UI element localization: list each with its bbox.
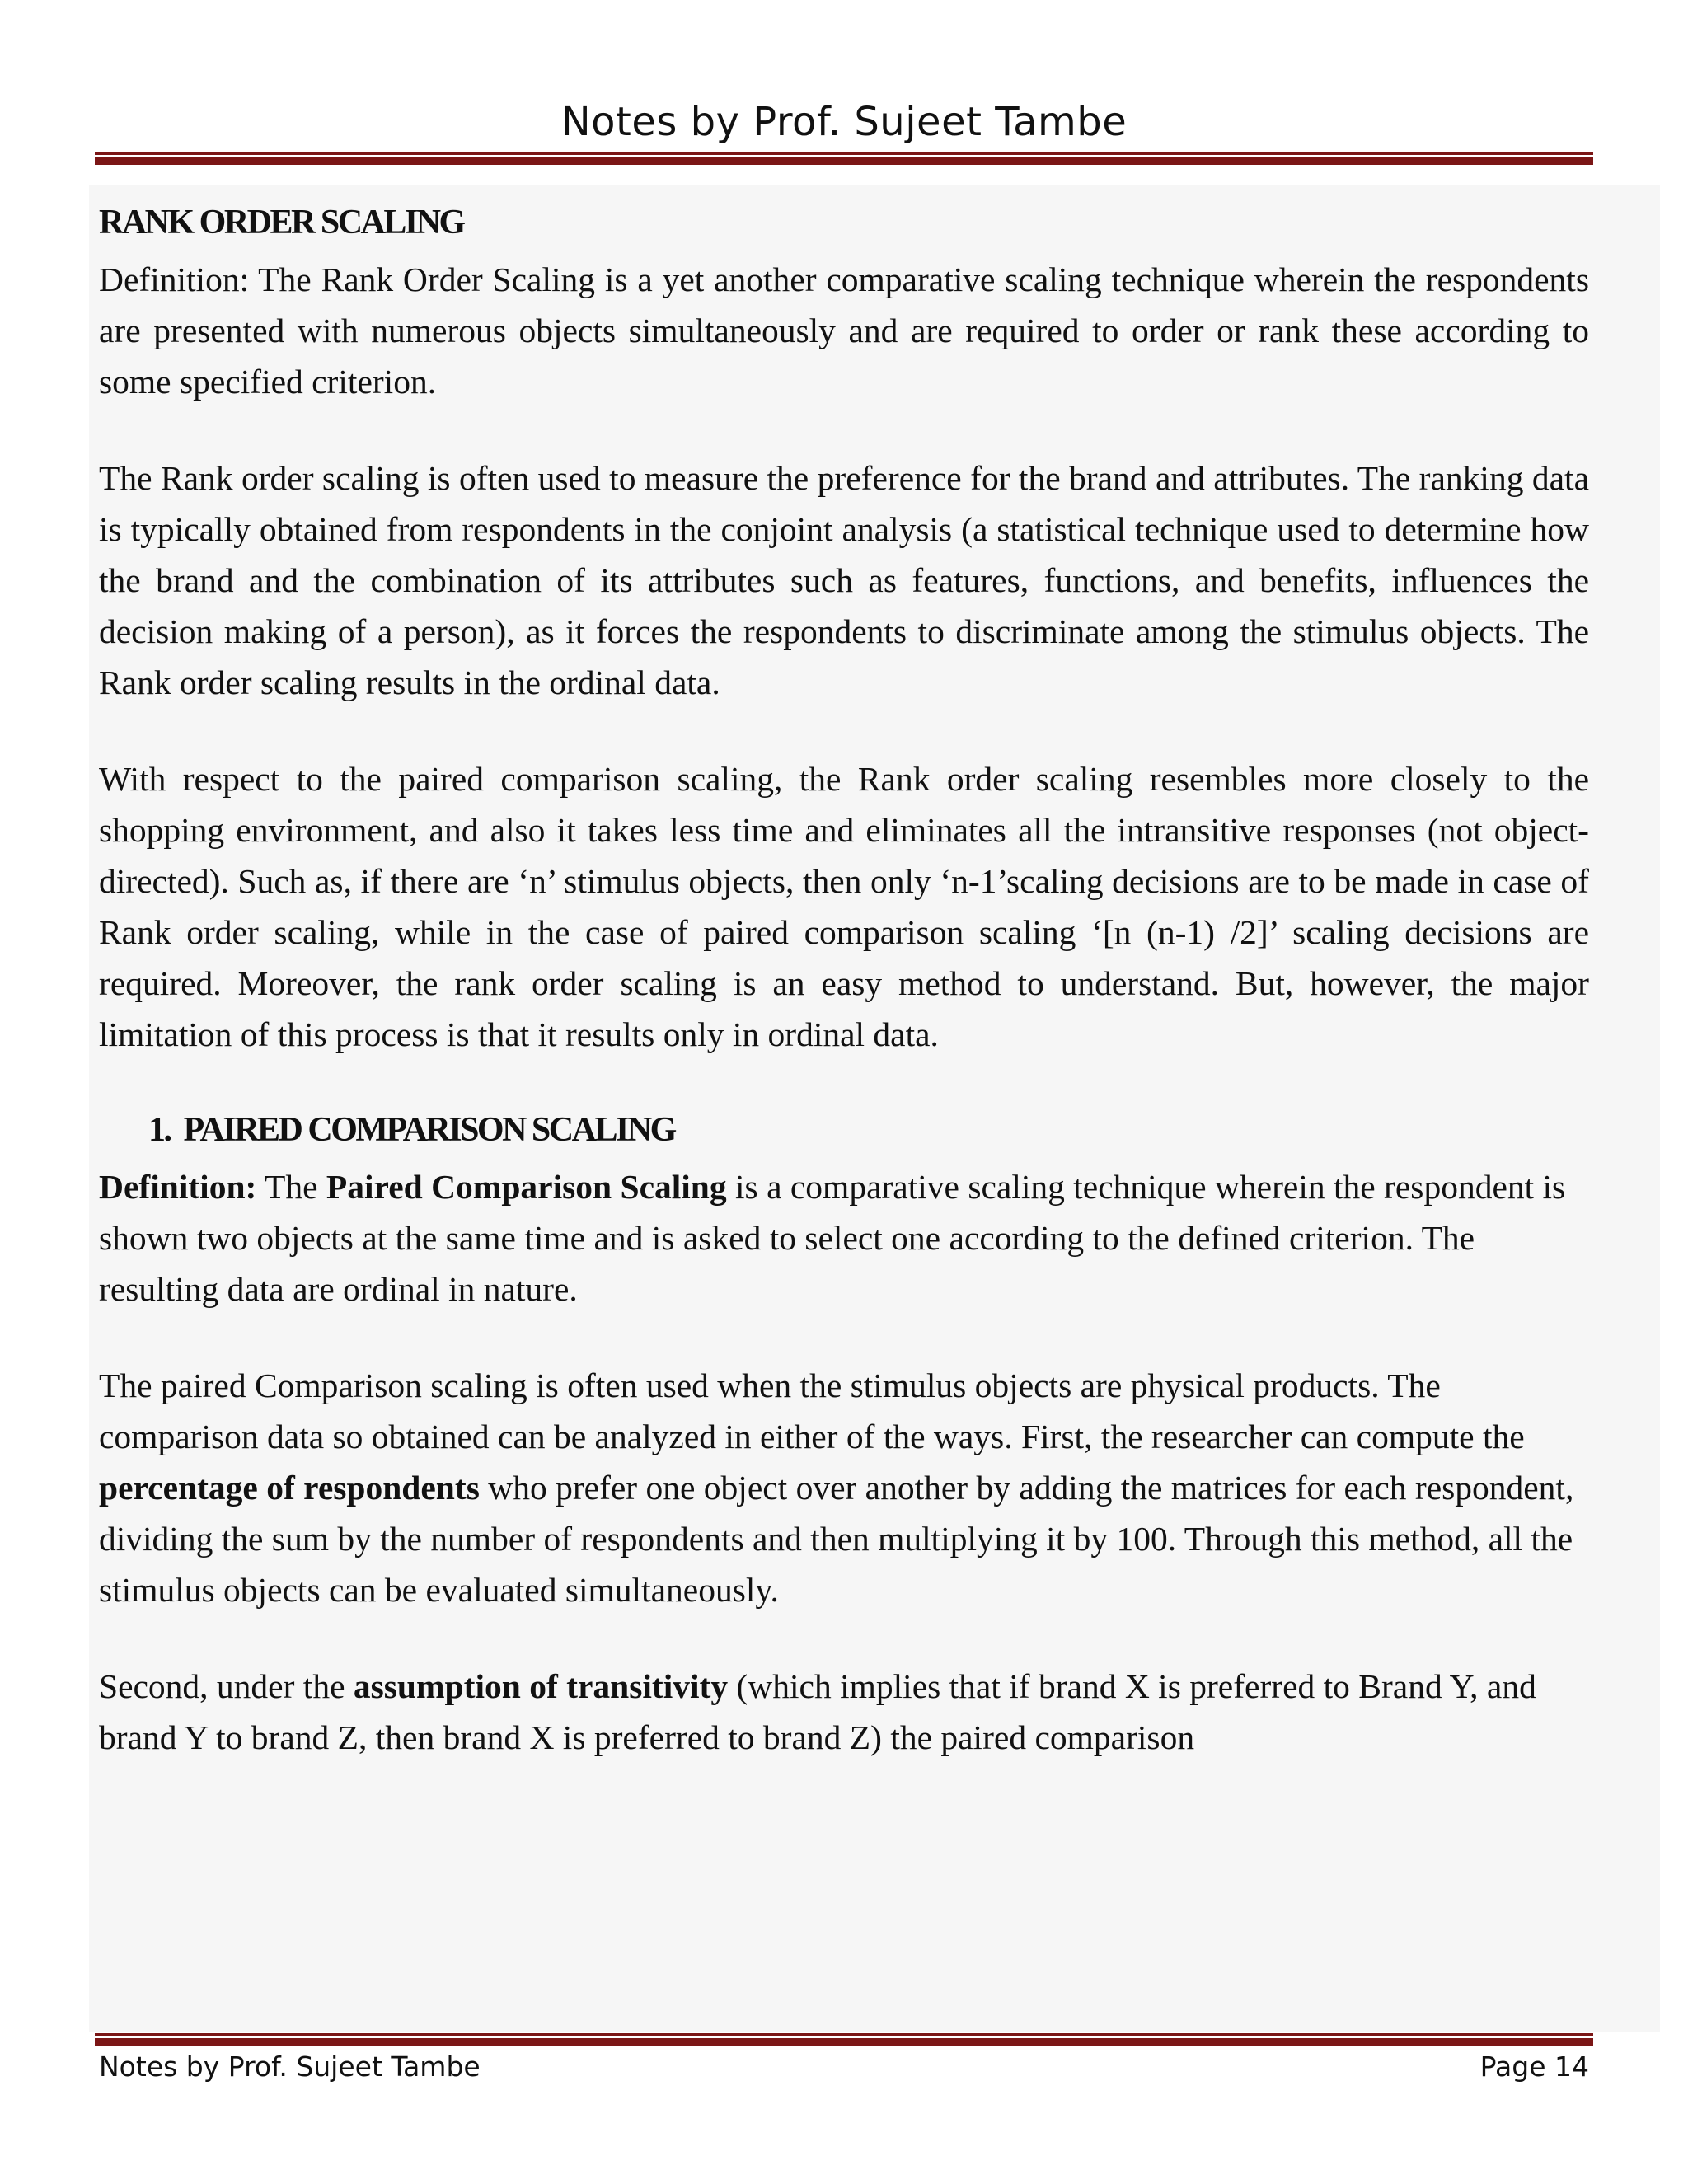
page-header-title: Notes by Prof. Sujeet Tambe xyxy=(560,99,1128,145)
paragraph-gap xyxy=(99,708,1589,753)
paragraph-gap xyxy=(99,1615,1589,1661)
definition-text-1: The xyxy=(256,1168,326,1206)
usage-term: percentage of respondents xyxy=(99,1469,480,1507)
section-heading-paired-comparison xyxy=(148,1105,1589,1155)
paired-comparison-definition xyxy=(99,1161,1589,1315)
rank-order-definition: Definition: The Rank Order Scaling is a yet another comparative scaling technique wherein the respondents are presented with numerous objects simultaneously and are required to order or rank these according to some specified criterion. xyxy=(99,260,1589,401)
paragraph-gap xyxy=(99,1315,1589,1360)
transitivity-text-2: (which implies that if brand X is preferred to Brand Y, and brand Y to brand Z, then brand X is preferred to brand Z) the paired comparison xyxy=(99,1667,1536,1756)
paragraph-gap xyxy=(99,1060,1589,1105)
definition-text-2: is a comparative scaling technique wherein the respondent is shown two objects at the same time and is asked to select one according to the defined criterion. The resulting data are ordinal in nature. xyxy=(99,1168,1566,1308)
paired-comparison-usage-paragraph xyxy=(99,1360,1589,1615)
paragraph-gap xyxy=(99,407,1589,452)
definition-term: Paired Comparison Scaling xyxy=(326,1168,727,1206)
header-rule-thick xyxy=(95,157,1593,165)
rank-order-usage-paragraph: The Rank order scaling is often used to measure the preference for the brand and attributes. The ranking data is typically obtained from respondents in the conjoint analysis (a statistical technique used to determine how the brand and the combination of its attributes such as features, functions, and benefits, influences the decision making of a person), as it forces the respondents to discriminate among the stimulus objects. The Rank order scaling results in the ordinal data. xyxy=(99,459,1589,701)
rank-order-comparison-paragraph: With respect to the paired comparison scaling, the Rank order scaling resembles more closely to the shopping environment, and also it takes less time and eliminates all the intransitive responses (not object-directed). Such as, if there are ‘n’ stimulus objects, then only ‘n-1’scaling decisions are to be made in case of Rank order scaling, while in the case of paired comparison scaling ‘[n (n-1) /2]’ scaling decisions are required. Moreover, the rank order scaling is an easy method to understand. But, however, the major limitation of this process is that it results only in ordinal data. xyxy=(99,760,1589,1053)
footer-author: Notes by Prof. Sujeet Tambe xyxy=(99,2050,481,2083)
header-rule-thin xyxy=(95,152,1593,155)
section-heading-text: PAIRED COMPARISON SCALING xyxy=(183,1111,675,1149)
section-number: 1. xyxy=(148,1111,171,1149)
footer-page-number: Page 14 xyxy=(1479,2050,1589,2083)
transitivity-text-1: Second, under the xyxy=(99,1667,354,1705)
transitivity-term: assumption of transitivity xyxy=(353,1667,729,1705)
footer-rule-thick xyxy=(95,2038,1593,2046)
definition-label: Definition: xyxy=(99,1168,257,1206)
paired-comparison-transitivity-paragraph xyxy=(99,1661,1589,1763)
footer-rule-thin xyxy=(95,2033,1593,2036)
document-body xyxy=(99,198,1589,1763)
usage-text-1: The paired Comparison scaling is often used when the stimulus objects are physical products. The comparison data so obtained can be analyzed in either of the ways. First, the researcher can compute the xyxy=(99,1366,1525,1455)
section-heading-rank-order: RANK ORDER SCALING xyxy=(99,204,464,241)
usage-text-2: who prefer one object over another by adding the matrices for each respondent, dividing the sum by the number of respondents and then multiplying it by 100. Through this method, all the stimulus objects can be evaluated simultaneously. xyxy=(99,1469,1574,1609)
